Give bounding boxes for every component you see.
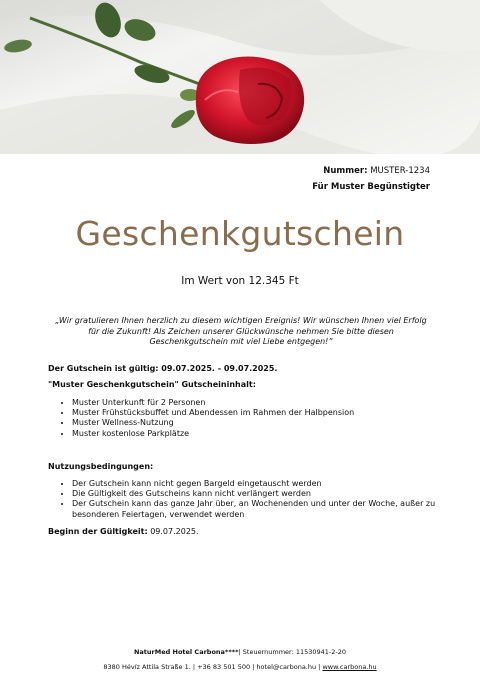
footer-line-1 xyxy=(0,648,480,656)
terms-heading: Nutzungsbedingungen: xyxy=(48,462,154,471)
rose-illustration xyxy=(0,0,480,154)
voucher-number xyxy=(323,166,430,176)
footer-line-2 xyxy=(0,663,480,671)
voucher-title: Geschenkgutschein xyxy=(75,214,405,253)
contents-item: • Muster Unterkunft für 2 Personen xyxy=(72,398,442,408)
rose-header-image xyxy=(0,0,480,154)
greeting-quote: „Wir gratulieren Ihnen herzlich zu diesem wichtigen Ereignis! Wir wünschen Ihnen viel Erfolg für die Zukunft! Als Zeichen unserer Glückwünsche nehmen Sie bitte diesen Geschenkgutschein mit viel Liebe entgegen!” xyxy=(55,316,427,346)
footer-tax: | Steuernummer: 11530941-2-20 xyxy=(238,648,347,656)
footer-address: 8380 Hévíz Attila Straße 1. | +36 83 501 500 | hotel@carbona.hu | xyxy=(103,663,321,671)
beneficiary: Für Muster Begünstigter xyxy=(312,182,430,192)
terms-list xyxy=(48,479,442,520)
contents-item: • Muster kostenlose Parkplätze xyxy=(72,429,442,439)
validity-start xyxy=(48,527,438,536)
contents-item: • Muster Frühstücksbuffet und Abendessen im Rahmen der Halbpension xyxy=(72,408,442,418)
voucher-number-label: Nummer: xyxy=(323,166,368,176)
contents-item: • Muster Wellness-Nutzung xyxy=(72,418,442,428)
validity-line: Der Gutschein ist gültig: 09.07.2025. - 09.07.2025. xyxy=(48,364,278,373)
footer-website-link[interactable]: www.carbona.hu xyxy=(322,663,377,671)
validity-start-value: 09.07.2025. xyxy=(150,527,199,536)
validity-start-label: Beginn der Gültigkeit: xyxy=(48,527,148,536)
footer-hotel: NaturMed Hotel Carbona**** xyxy=(133,648,239,656)
contents-list xyxy=(48,398,442,439)
contents-heading: "Muster Geschenkgutschein" Gutscheininhalt: xyxy=(48,380,256,389)
voucher-value: Im Wert von 12.345 Ft xyxy=(181,275,299,287)
terms-item: • Der Gutschein kann das ganze Jahr über, an Wochenenden und unter der Woche, außer zu besonderen Feiertagen, verwendet werden xyxy=(72,499,442,519)
terms-item: • Der Gutschein kann nicht gegen Bargeld eingetauscht werden xyxy=(72,479,442,489)
terms-item: • Die Gültigkeit des Gutscheins kann nicht verlängert werden xyxy=(72,489,442,499)
voucher-number-value: MUSTER-1234 xyxy=(370,166,430,176)
